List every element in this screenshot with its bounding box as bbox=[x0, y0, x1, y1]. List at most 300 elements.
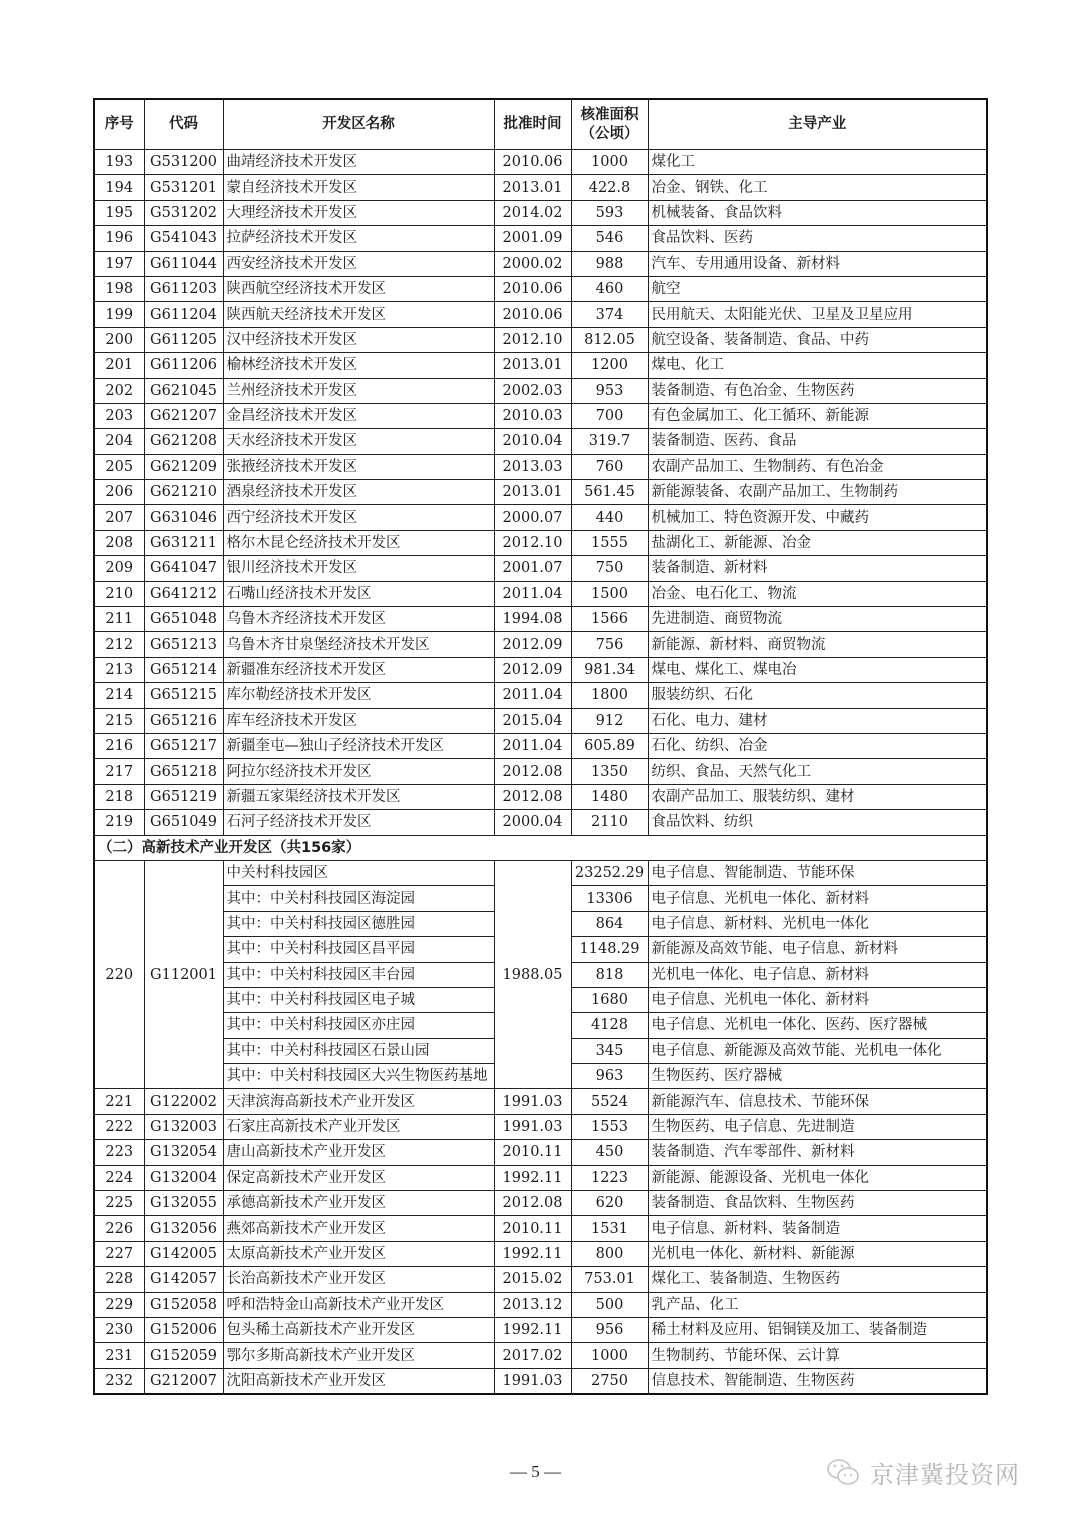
section-block bbox=[94, 835, 987, 860]
cell-industry: 机械加工、特色资源开发、中藏药 bbox=[648, 505, 987, 530]
cell-area: 953 bbox=[571, 378, 648, 403]
wechat-icon bbox=[826, 1458, 862, 1488]
cell-date: 2002.03 bbox=[494, 378, 571, 403]
cell-area: 700 bbox=[571, 403, 648, 428]
cell-name: 石嘴山经济技术开发区 bbox=[223, 581, 494, 606]
cell-area: 1566 bbox=[571, 607, 648, 632]
cell-industry: 电子信息、智能制造、节能环保 bbox=[648, 860, 987, 885]
cell-area: 760 bbox=[571, 454, 648, 479]
cell-area: 1555 bbox=[571, 530, 648, 555]
cell-no: 230 bbox=[94, 1317, 144, 1342]
cell-industry: 煤电、煤化工、煤电冶 bbox=[648, 657, 987, 682]
cell-date: 2011.04 bbox=[494, 683, 571, 708]
cell-code: G651213 bbox=[144, 632, 223, 657]
cell-area: 1480 bbox=[571, 784, 648, 809]
cell-code: G621209 bbox=[144, 454, 223, 479]
cell-no: 232 bbox=[94, 1368, 144, 1394]
cell-industry: 机械装备、食品饮料 bbox=[648, 200, 987, 225]
cell-name: 拉萨经济技术开发区 bbox=[223, 226, 494, 251]
cell-area: 440 bbox=[571, 505, 648, 530]
table-row bbox=[94, 1089, 987, 1114]
cell-area: 593 bbox=[571, 200, 648, 225]
cell-name: 其中：中关村科技园区昌平园 bbox=[223, 937, 494, 962]
table-row bbox=[94, 1191, 987, 1216]
cell-area: 2110 bbox=[571, 810, 648, 835]
cell-date: 2012.08 bbox=[494, 1191, 571, 1216]
cell-no: 225 bbox=[94, 1191, 144, 1216]
cell-code: G152059 bbox=[144, 1343, 223, 1368]
cell-date: 2001.09 bbox=[494, 226, 571, 251]
cell-no: 209 bbox=[94, 556, 144, 581]
table-row bbox=[94, 276, 987, 301]
cell-area: 1148.29 bbox=[571, 937, 648, 962]
cell-industry: 航空设备、装备制造、食品、中药 bbox=[648, 327, 987, 352]
cell-area: 1553 bbox=[571, 1114, 648, 1139]
watermark-text: 京津冀投资网 bbox=[870, 1461, 1020, 1489]
cell-code: G541043 bbox=[144, 226, 223, 251]
cell-date: 2015.02 bbox=[494, 1267, 571, 1292]
cell-area: 319.7 bbox=[571, 429, 648, 454]
cell-industry: 新能源装备、农副产品加工、生物制药 bbox=[648, 480, 987, 505]
cell-date: 1994.08 bbox=[494, 607, 571, 632]
table-row bbox=[94, 403, 987, 428]
cell-date: 2001.07 bbox=[494, 556, 571, 581]
table-row bbox=[94, 733, 987, 758]
header-area bbox=[571, 99, 648, 150]
cell-code: G611203 bbox=[144, 276, 223, 301]
cell-industry: 煤化工 bbox=[648, 150, 987, 175]
cell-name: 天津滨海高新技术产业开发区 bbox=[223, 1089, 494, 1114]
cell-date: 2012.10 bbox=[494, 530, 571, 555]
section-title: （二）高新技术产业开发区（共156家） bbox=[94, 835, 987, 860]
cell-code: G112001 bbox=[144, 860, 223, 1089]
cell-name: 其中：中关村科技园区电子城 bbox=[223, 987, 494, 1012]
table-row bbox=[94, 759, 987, 784]
page-number: — 5 — bbox=[510, 1462, 561, 1481]
cell-name: 格尔木昆仑经济技术开发区 bbox=[223, 530, 494, 555]
cell-industry: 有色金属加工、化工循环、新能源 bbox=[648, 403, 987, 428]
cell-code: G651215 bbox=[144, 683, 223, 708]
table-row bbox=[94, 1114, 987, 1139]
cell-code: G152006 bbox=[144, 1317, 223, 1342]
cell-code: G621207 bbox=[144, 403, 223, 428]
table-row bbox=[94, 581, 987, 606]
cell-no: 205 bbox=[94, 454, 144, 479]
cell-name: 其中：中关村科技园区海淀园 bbox=[223, 886, 494, 911]
cell-date: 2010.11 bbox=[494, 1140, 571, 1165]
cell-no: 229 bbox=[94, 1292, 144, 1317]
cell-no: 227 bbox=[94, 1241, 144, 1266]
cell-date: 2012.09 bbox=[494, 657, 571, 682]
table-row bbox=[94, 556, 987, 581]
cell-name: 兰州经济技术开发区 bbox=[223, 378, 494, 403]
header-row bbox=[94, 99, 987, 150]
cell-code: G611205 bbox=[144, 327, 223, 352]
cell-name: 鄂尔多斯高新技术产业开发区 bbox=[223, 1343, 494, 1368]
table-row bbox=[94, 200, 987, 225]
cell-name: 曲靖经济技术开发区 bbox=[223, 150, 494, 175]
cell-date: 2010.03 bbox=[494, 403, 571, 428]
table-row bbox=[94, 327, 987, 352]
cell-name: 石河子经济技术开发区 bbox=[223, 810, 494, 835]
cell-code: G142057 bbox=[144, 1267, 223, 1292]
cell-industry: 装备制造、医药、食品 bbox=[648, 429, 987, 454]
cell-name: 燕郊高新技术产业开发区 bbox=[223, 1216, 494, 1241]
cell-name: 包头稀土高新技术产业开发区 bbox=[223, 1317, 494, 1342]
cell-industry: 电子信息、新材料、装备制造 bbox=[648, 1216, 987, 1241]
cell-name: 其中：中关村科技园区石景山园 bbox=[223, 1038, 494, 1063]
cell-no: 212 bbox=[94, 632, 144, 657]
cell-no: 199 bbox=[94, 302, 144, 327]
cell-no: 231 bbox=[94, 1343, 144, 1368]
cell-industry: 盐湖化工、新能源、冶金 bbox=[648, 530, 987, 555]
cell-name: 汉中经济技术开发区 bbox=[223, 327, 494, 352]
cell-no: 213 bbox=[94, 657, 144, 682]
cell-date: 2013.12 bbox=[494, 1292, 571, 1317]
cell-code: G132004 bbox=[144, 1165, 223, 1190]
table-row bbox=[94, 175, 987, 200]
cell-no: 198 bbox=[94, 276, 144, 301]
cell-no: 207 bbox=[94, 505, 144, 530]
cell-code: G611044 bbox=[144, 251, 223, 276]
cell-area: 963 bbox=[571, 1064, 648, 1089]
cell-area: 956 bbox=[571, 1317, 648, 1342]
cell-industry: 生物制药、节能环保、云计算 bbox=[648, 1343, 987, 1368]
cell-name: 承德高新技术产业开发区 bbox=[223, 1191, 494, 1216]
cell-area: 988 bbox=[571, 251, 648, 276]
cell-date: 1992.11 bbox=[494, 1165, 571, 1190]
table-row bbox=[94, 505, 987, 530]
cell-industry: 生物医药、医疗器械 bbox=[648, 1064, 987, 1089]
cell-name: 其中：中关村科技园区德胜园 bbox=[223, 911, 494, 936]
cell-code: G531202 bbox=[144, 200, 223, 225]
cell-date: 2011.04 bbox=[494, 733, 571, 758]
cell-name: 陕西航空经济技术开发区 bbox=[223, 276, 494, 301]
table-row bbox=[94, 810, 987, 835]
cell-no: 197 bbox=[94, 251, 144, 276]
cell-industry: 先进制造、商贸物流 bbox=[648, 607, 987, 632]
cell-name: 新疆准东经济技术开发区 bbox=[223, 657, 494, 682]
header-date: 批准时间 bbox=[494, 99, 571, 150]
cell-industry: 新能源及高效节能、电子信息、新材料 bbox=[648, 937, 987, 962]
cell-name: 榆林经济技术开发区 bbox=[223, 353, 494, 378]
cell-name: 乌鲁木齐经济技术开发区 bbox=[223, 607, 494, 632]
cell-industry: 民用航天、太阳能光伏、卫星及卫星应用 bbox=[648, 302, 987, 327]
cell-name: 保定高新技术产业开发区 bbox=[223, 1165, 494, 1190]
cell-name: 石家庄高新技术产业开发区 bbox=[223, 1114, 494, 1139]
table-row bbox=[94, 657, 987, 682]
cell-no: 220 bbox=[94, 860, 144, 1089]
table-row bbox=[94, 1267, 987, 1292]
table-row bbox=[94, 530, 987, 555]
cell-area: 605.89 bbox=[571, 733, 648, 758]
cell-no: 204 bbox=[94, 429, 144, 454]
table-row bbox=[94, 1292, 987, 1317]
cell-date: 2013.01 bbox=[494, 175, 571, 200]
table-row bbox=[94, 480, 987, 505]
cell-no: 206 bbox=[94, 480, 144, 505]
cell-date: 1991.03 bbox=[494, 1089, 571, 1114]
cell-code: G651049 bbox=[144, 810, 223, 835]
table-row bbox=[94, 1368, 987, 1394]
cell-industry: 服装纺织、石化 bbox=[648, 683, 987, 708]
cell-area: 750 bbox=[571, 556, 648, 581]
cell-no: 217 bbox=[94, 759, 144, 784]
cell-name: 库尔勒经济技术开发区 bbox=[223, 683, 494, 708]
cell-date: 2012.10 bbox=[494, 327, 571, 352]
cell-no: 223 bbox=[94, 1140, 144, 1165]
cell-industry: 煤化工、装备制造、生物医药 bbox=[648, 1267, 987, 1292]
cell-industry: 农副产品加工、服装纺织、建材 bbox=[648, 784, 987, 809]
table-row bbox=[94, 632, 987, 657]
cell-name: 太原高新技术产业开发区 bbox=[223, 1241, 494, 1266]
cell-area: 1200 bbox=[571, 353, 648, 378]
cell-code: G631211 bbox=[144, 530, 223, 555]
cell-industry: 石化、电力、建材 bbox=[648, 708, 987, 733]
cell-date: 2010.06 bbox=[494, 302, 571, 327]
cell-no: 218 bbox=[94, 784, 144, 809]
table-row bbox=[94, 302, 987, 327]
cell-no: 215 bbox=[94, 708, 144, 733]
cell-name: 中关村科技园区 bbox=[223, 860, 494, 885]
cell-industry: 纺织、食品、天然气化工 bbox=[648, 759, 987, 784]
group-subrow bbox=[94, 860, 987, 885]
cell-industry: 汽车、专用通用设备、新材料 bbox=[648, 251, 987, 276]
cell-no: 208 bbox=[94, 530, 144, 555]
cell-name: 其中：中关村科技园区大兴生物医药基地 bbox=[223, 1064, 494, 1089]
cell-date: 2012.08 bbox=[494, 759, 571, 784]
cell-area: 13306 bbox=[571, 886, 648, 911]
cell-area: 345 bbox=[571, 1038, 648, 1063]
table-row bbox=[94, 1241, 987, 1266]
cell-area: 1350 bbox=[571, 759, 648, 784]
cell-code: G611204 bbox=[144, 302, 223, 327]
cell-date: 2000.07 bbox=[494, 505, 571, 530]
cell-industry: 稀土材料及应用、铝铜镁及加工、装备制造 bbox=[648, 1317, 987, 1342]
cell-industry: 航空 bbox=[648, 276, 987, 301]
cell-date: 2012.09 bbox=[494, 632, 571, 657]
cell-date: 2000.02 bbox=[494, 251, 571, 276]
cell-area: 23252.29 bbox=[571, 860, 648, 885]
cell-industry: 食品饮料、医药 bbox=[648, 226, 987, 251]
cell-code: G641212 bbox=[144, 581, 223, 606]
cell-no: 210 bbox=[94, 581, 144, 606]
cell-industry: 装备制造、有色冶金、生物医药 bbox=[648, 378, 987, 403]
cell-date: 2010.06 bbox=[494, 150, 571, 175]
cell-no: 196 bbox=[94, 226, 144, 251]
cell-name: 阿拉尔经济技术开发区 bbox=[223, 759, 494, 784]
cell-name: 天水经济技术开发区 bbox=[223, 429, 494, 454]
cell-area: 460 bbox=[571, 276, 648, 301]
cell-name: 金昌经济技术开发区 bbox=[223, 403, 494, 428]
cell-area: 1500 bbox=[571, 581, 648, 606]
cell-industry: 农副产品加工、生物制药、有色冶金 bbox=[648, 454, 987, 479]
cell-area: 620 bbox=[571, 1191, 648, 1216]
cell-date: 2012.08 bbox=[494, 784, 571, 809]
cell-no: 200 bbox=[94, 327, 144, 352]
cell-name: 陕西航天经济技术开发区 bbox=[223, 302, 494, 327]
table-row bbox=[94, 226, 987, 251]
cell-name: 库车经济技术开发区 bbox=[223, 708, 494, 733]
cell-industry: 石化、纺织、冶金 bbox=[648, 733, 987, 758]
cell-industry: 装备制造、食品饮料、生物医药 bbox=[648, 1191, 987, 1216]
table-row bbox=[94, 1317, 987, 1342]
cell-area: 864 bbox=[571, 911, 648, 936]
cell-code: G132003 bbox=[144, 1114, 223, 1139]
cell-code: G651218 bbox=[144, 759, 223, 784]
cell-code: G132056 bbox=[144, 1216, 223, 1241]
cell-area: 800 bbox=[571, 1241, 648, 1266]
cell-area: 500 bbox=[571, 1292, 648, 1317]
cell-name: 银川经济技术开发区 bbox=[223, 556, 494, 581]
table-row bbox=[94, 1343, 987, 1368]
cell-area: 546 bbox=[571, 226, 648, 251]
section-row bbox=[94, 835, 987, 860]
table-body-part1 bbox=[94, 150, 987, 836]
cell-name: 新疆奎屯—独山子经济技术开发区 bbox=[223, 733, 494, 758]
watermark bbox=[826, 1455, 1020, 1490]
cell-name: 西安经济技术开发区 bbox=[223, 251, 494, 276]
cell-area: 561.45 bbox=[571, 480, 648, 505]
cell-industry: 装备制造、新材料 bbox=[648, 556, 987, 581]
cell-industry: 电子信息、光机电一体化、新材料 bbox=[648, 987, 987, 1012]
development-zone-table bbox=[93, 98, 988, 1395]
cell-date: 1988.05 bbox=[494, 860, 571, 1089]
cell-code: G152058 bbox=[144, 1292, 223, 1317]
cell-industry: 电子信息、新材料、光机电一体化 bbox=[648, 911, 987, 936]
cell-area: 374 bbox=[571, 302, 648, 327]
cell-code: G651214 bbox=[144, 657, 223, 682]
cell-industry: 光机电一体化、电子信息、新材料 bbox=[648, 962, 987, 987]
cell-date: 2015.04 bbox=[494, 708, 571, 733]
cell-no: 202 bbox=[94, 378, 144, 403]
cell-no: 194 bbox=[94, 175, 144, 200]
table-row bbox=[94, 784, 987, 809]
cell-code: G531200 bbox=[144, 150, 223, 175]
cell-no: 222 bbox=[94, 1114, 144, 1139]
cell-area: 2750 bbox=[571, 1368, 648, 1394]
cell-area: 4128 bbox=[571, 1013, 648, 1038]
cell-no: 219 bbox=[94, 810, 144, 835]
cell-industry: 电子信息、光机电一体化、医药、医疗器械 bbox=[648, 1013, 987, 1038]
cell-no: 201 bbox=[94, 353, 144, 378]
cell-industry: 冶金、钢铁、化工 bbox=[648, 175, 987, 200]
cell-area: 1223 bbox=[571, 1165, 648, 1190]
cell-name: 其中：中关村科技园区丰台园 bbox=[223, 962, 494, 987]
cell-industry: 电子信息、光机电一体化、新材料 bbox=[648, 886, 987, 911]
cell-no: 221 bbox=[94, 1089, 144, 1114]
cell-date: 1992.11 bbox=[494, 1317, 571, 1342]
cell-name: 酒泉经济技术开发区 bbox=[223, 480, 494, 505]
cell-area: 818 bbox=[571, 962, 648, 987]
cell-area: 981.34 bbox=[571, 657, 648, 682]
cell-name: 其中：中关村科技园区亦庄园 bbox=[223, 1013, 494, 1038]
cell-date: 2010.04 bbox=[494, 429, 571, 454]
cell-code: G651219 bbox=[144, 784, 223, 809]
cell-industry: 新能源、新材料、商贸物流 bbox=[648, 632, 987, 657]
cell-industry: 煤电、化工 bbox=[648, 353, 987, 378]
cell-no: 214 bbox=[94, 683, 144, 708]
header-name: 开发区名称 bbox=[223, 99, 494, 150]
header-area-line1: 核准面积 bbox=[580, 106, 639, 123]
cell-area: 1000 bbox=[571, 150, 648, 175]
cell-date: 1991.03 bbox=[494, 1114, 571, 1139]
header-industry: 主导产业 bbox=[648, 99, 987, 150]
cell-name: 乌鲁木齐甘泉堡经济技术开发区 bbox=[223, 632, 494, 657]
cell-code: G621208 bbox=[144, 429, 223, 454]
table-row bbox=[94, 378, 987, 403]
cell-code: G641047 bbox=[144, 556, 223, 581]
cell-no: 224 bbox=[94, 1165, 144, 1190]
cell-code: G621045 bbox=[144, 378, 223, 403]
cell-industry: 生物医药、电子信息、先进制造 bbox=[648, 1114, 987, 1139]
cell-name: 呼和浩特金山高新技术产业开发区 bbox=[223, 1292, 494, 1317]
table-body-part2 bbox=[94, 1089, 987, 1394]
cell-name: 沈阳高新技术产业开发区 bbox=[223, 1368, 494, 1394]
table-row bbox=[94, 429, 987, 454]
table-row bbox=[94, 607, 987, 632]
cell-industry: 光机电一体化、新材料、新能源 bbox=[648, 1241, 987, 1266]
cell-no: 226 bbox=[94, 1216, 144, 1241]
cell-area: 1531 bbox=[571, 1216, 648, 1241]
cell-code: G132054 bbox=[144, 1140, 223, 1165]
table-row bbox=[94, 251, 987, 276]
cell-date: 2011.04 bbox=[494, 581, 571, 606]
cell-date: 2017.02 bbox=[494, 1343, 571, 1368]
cell-area: 812.05 bbox=[571, 327, 648, 352]
cell-code: G212007 bbox=[144, 1368, 223, 1394]
cell-code: G651048 bbox=[144, 607, 223, 632]
cell-date: 2000.04 bbox=[494, 810, 571, 835]
cell-area: 753.01 bbox=[571, 1267, 648, 1292]
cell-area: 422.8 bbox=[571, 175, 648, 200]
cell-industry: 装备制造、汽车零部件、新材料 bbox=[648, 1140, 987, 1165]
cell-industry: 冶金、电石化工、物流 bbox=[648, 581, 987, 606]
cell-no: 211 bbox=[94, 607, 144, 632]
table-row bbox=[94, 454, 987, 479]
cell-industry: 信息技术、智能制造、生物医药 bbox=[648, 1368, 987, 1394]
cell-area: 756 bbox=[571, 632, 648, 657]
cell-industry: 乳产品、化工 bbox=[648, 1292, 987, 1317]
cell-code: G651216 bbox=[144, 708, 223, 733]
cell-code: G142005 bbox=[144, 1241, 223, 1266]
cell-name: 大理经济技术开发区 bbox=[223, 200, 494, 225]
cell-code: G651217 bbox=[144, 733, 223, 758]
table-row bbox=[94, 708, 987, 733]
cell-no: 203 bbox=[94, 403, 144, 428]
table-row bbox=[94, 1140, 987, 1165]
cell-date: 2013.03 bbox=[494, 454, 571, 479]
cell-code: G631046 bbox=[144, 505, 223, 530]
cell-no: 195 bbox=[94, 200, 144, 225]
cell-industry: 电子信息、新能源及高效节能、光机电一体化 bbox=[648, 1038, 987, 1063]
cell-industry: 新能源汽车、信息技术、节能环保 bbox=[648, 1089, 987, 1114]
cell-name: 长治高新技术产业开发区 bbox=[223, 1267, 494, 1292]
header-no: 序号 bbox=[94, 99, 144, 150]
cell-area: 5524 bbox=[571, 1089, 648, 1114]
cell-area: 912 bbox=[571, 708, 648, 733]
cell-date: 2013.01 bbox=[494, 353, 571, 378]
cell-area: 1000 bbox=[571, 1343, 648, 1368]
cell-no: 193 bbox=[94, 150, 144, 175]
cell-name: 新疆五家渠经济技术开发区 bbox=[223, 784, 494, 809]
cell-date: 2013.01 bbox=[494, 480, 571, 505]
cell-code: G122002 bbox=[144, 1089, 223, 1114]
table-row bbox=[94, 353, 987, 378]
cell-name: 西宁经济技术开发区 bbox=[223, 505, 494, 530]
header-code: 代码 bbox=[144, 99, 223, 150]
cell-no: 216 bbox=[94, 733, 144, 758]
